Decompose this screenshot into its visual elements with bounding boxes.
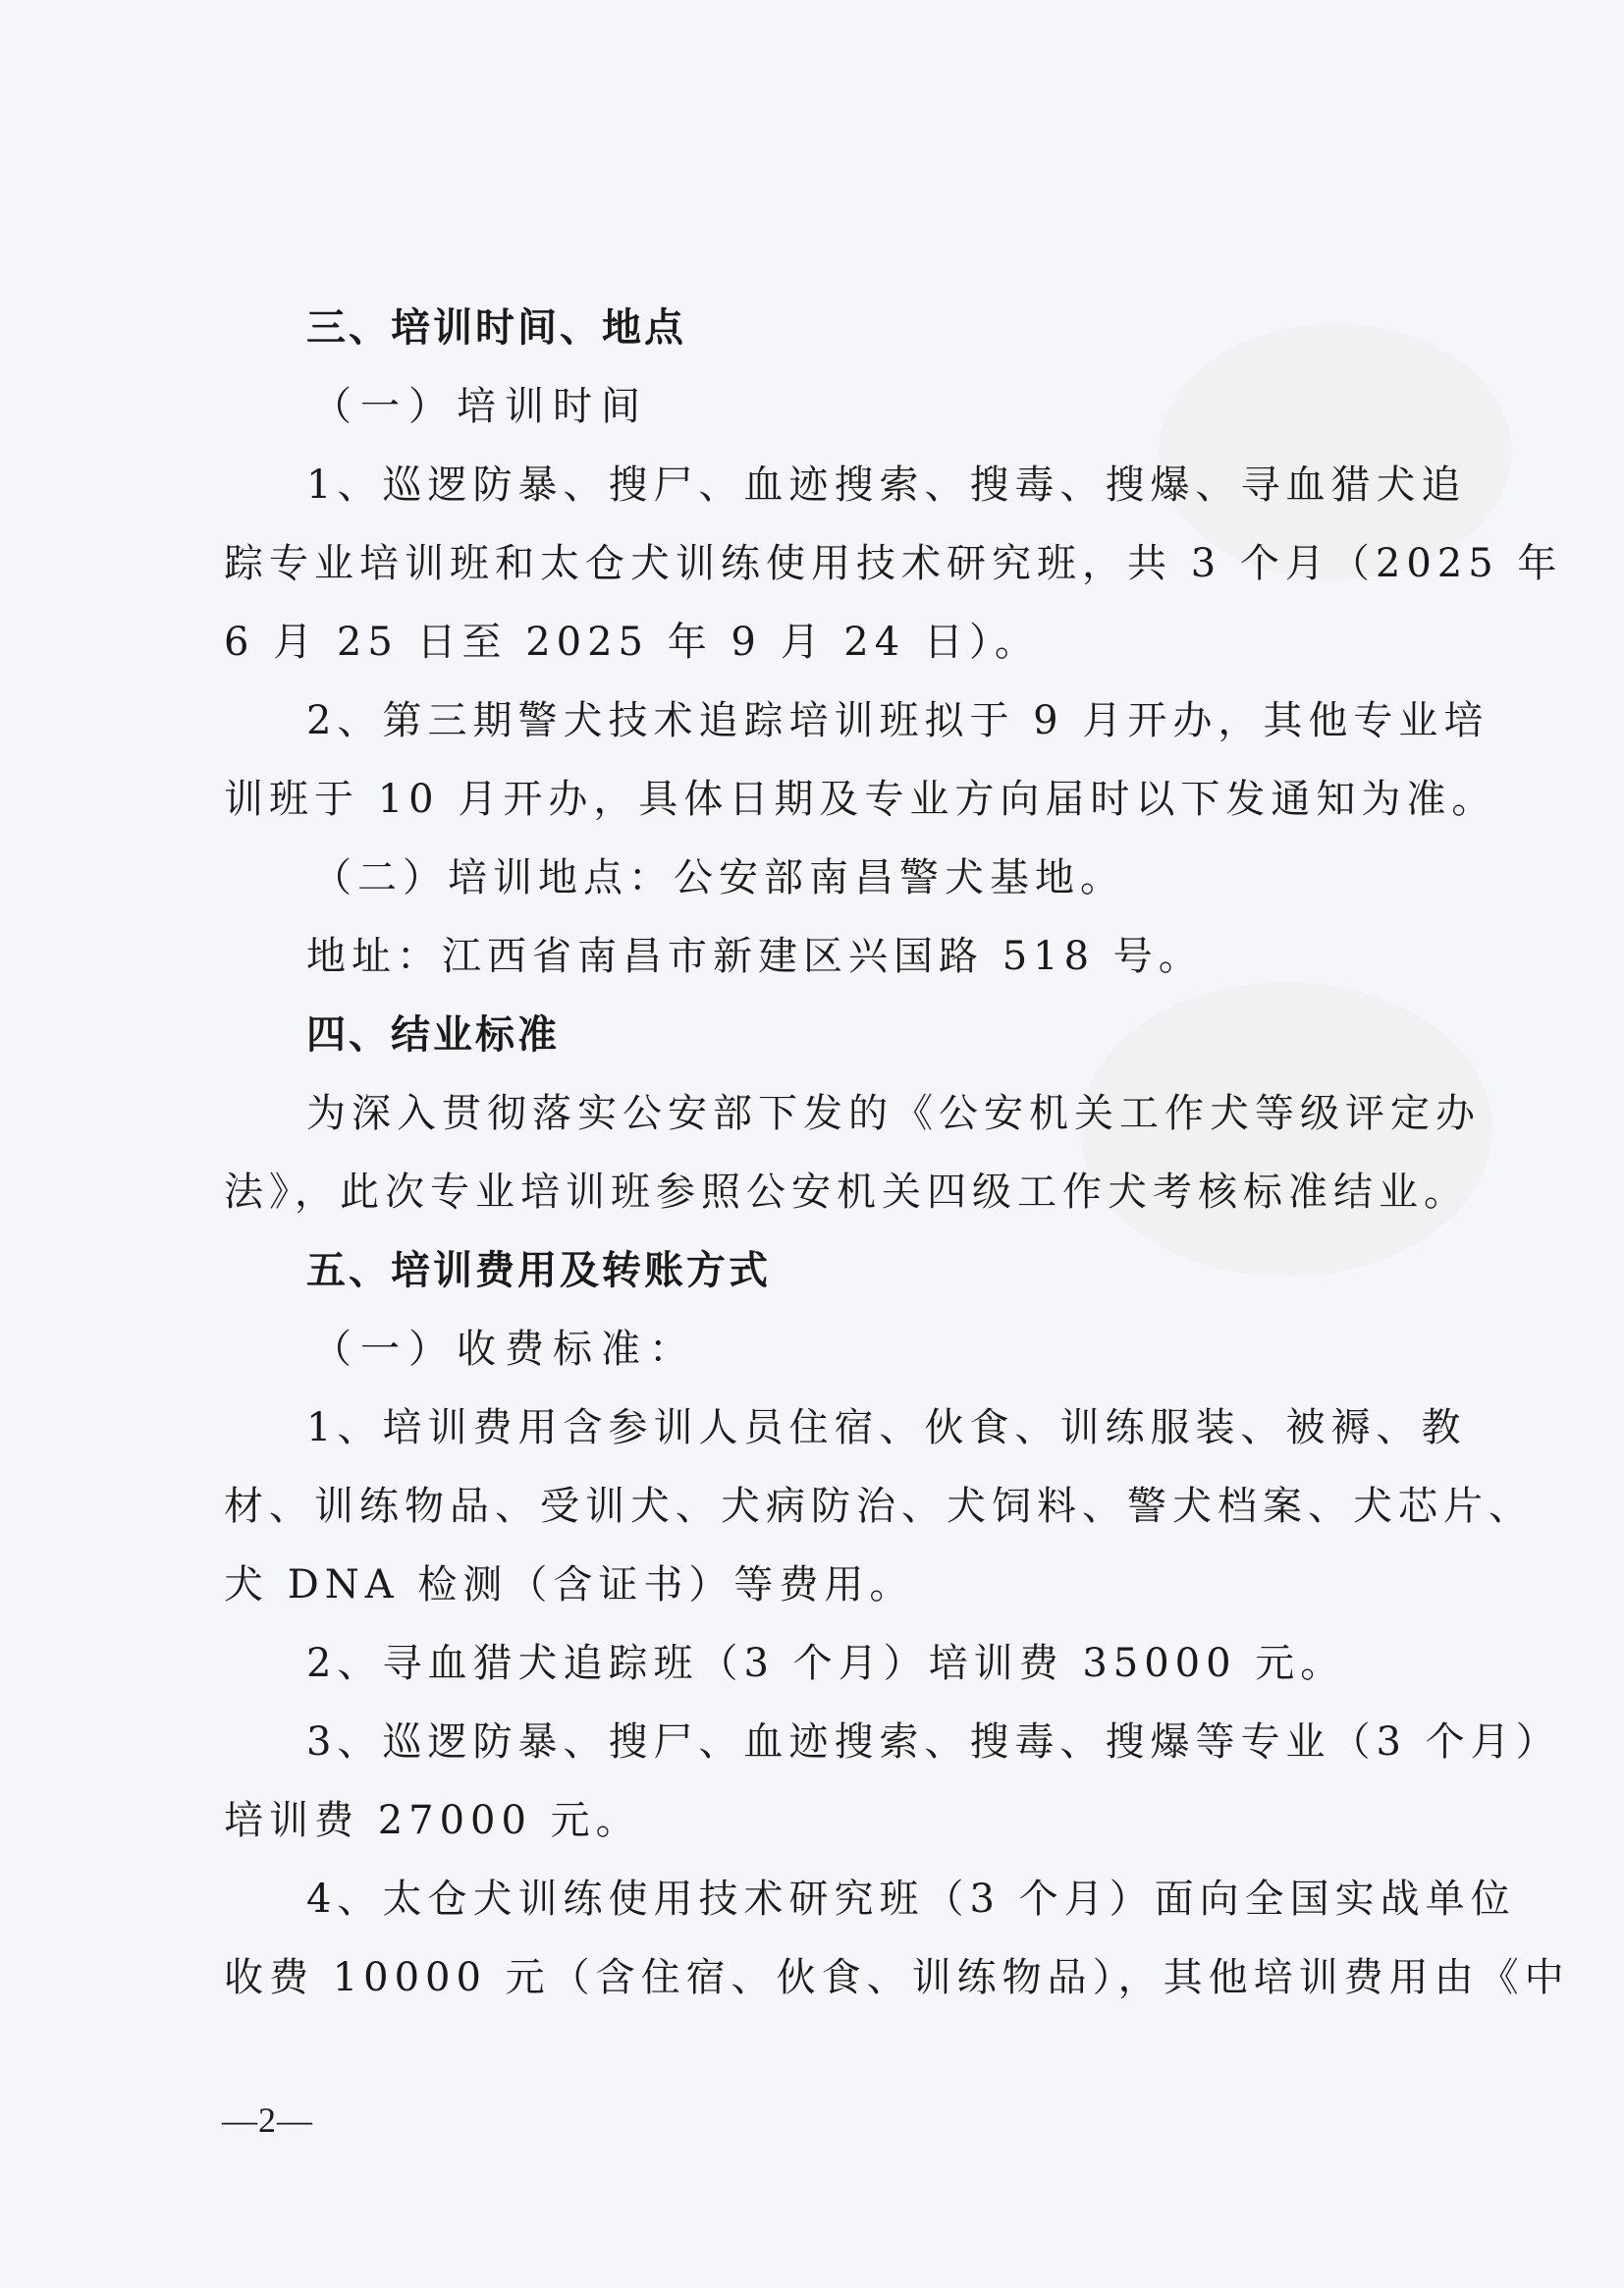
section-3-address: 地址：江西省南昌市新建区兴国路 518 号。 [306,934,1204,979]
section-3-item-1-line-1: 1、巡逻防暴、搜尸、血迹搜索、搜毒、搜爆、寻血猎犬追 [306,463,1467,508]
section-5-item-1-line-2: 材、训练物品、受训犬、犬病防治、犬饲料、警犬档案、犬芯片、 [224,1484,1534,1529]
section-4-heading: 四、结业标准 [306,1012,560,1058]
section-3-item-2-line-1: 2、第三期警犬技术追踪培训班拟于 9 月开办，其他专业培 [306,698,1489,743]
section-5-item-3-line-2: 培训费 27000 元。 [224,1798,641,1843]
section-5-item-1-line-1: 1、培训费用含参训人员住宿、伙食、训练服装、被褥、教 [306,1405,1467,1450]
section-5-heading: 五、培训费用及转账方式 [306,1248,771,1293]
page-number: —2— [222,2100,313,2140]
section-5-item-3-line-1: 3、巡逻防暴、搜尸、血迹搜索、搜毒、搜爆等专业（3 个月） [306,1719,1561,1765]
section-3-item-2-line-2: 训班于 10 月开办，具体日期及专业方向届时以下发通知为准。 [224,777,1497,822]
section-5-item-1-line-3: 犬 DNA 检测（含证书）等费用。 [224,1562,915,1607]
section-3-sub-1: （一）培训时间 [312,384,649,429]
section-3-heading: 三、培训时间、地点 [306,305,686,351]
section-5-item-4-line-1: 4、太仓犬训练使用技术研究班（3 个月）面向全国实战单位 [306,1877,1516,1922]
section-3-item-1-line-3: 6 月 25 日至 2025 年 9 月 24 日）。 [224,620,1040,665]
section-5-item-4-line-2: 收费 10000 元（含住宿、伙食、训练物品），其他培训费用由《中 [224,1955,1570,2000]
section-5-sub-1: （一）收费标准： [312,1327,697,1372]
section-4-para-line-2: 法》，此次专业培训班参照公安机关四级工作犬考核标准结业。 [224,1170,1469,1215]
section-5-item-2: 2、寻血猎犬追踪班（3 个月）培训费 35000 元。 [306,1641,1346,1686]
section-3-sub-2: （二）培训地点：公安部南昌警犬基地。 [312,855,1125,900]
section-4-para-line-1: 为深入贯彻落实公安部下发的《公安机关工作犬等级评定办 [306,1091,1481,1136]
section-3-item-1-line-2: 踪专业培训班和太仓犬训练使用技术研究班，共 3 个月（2025 年 [224,541,1563,586]
